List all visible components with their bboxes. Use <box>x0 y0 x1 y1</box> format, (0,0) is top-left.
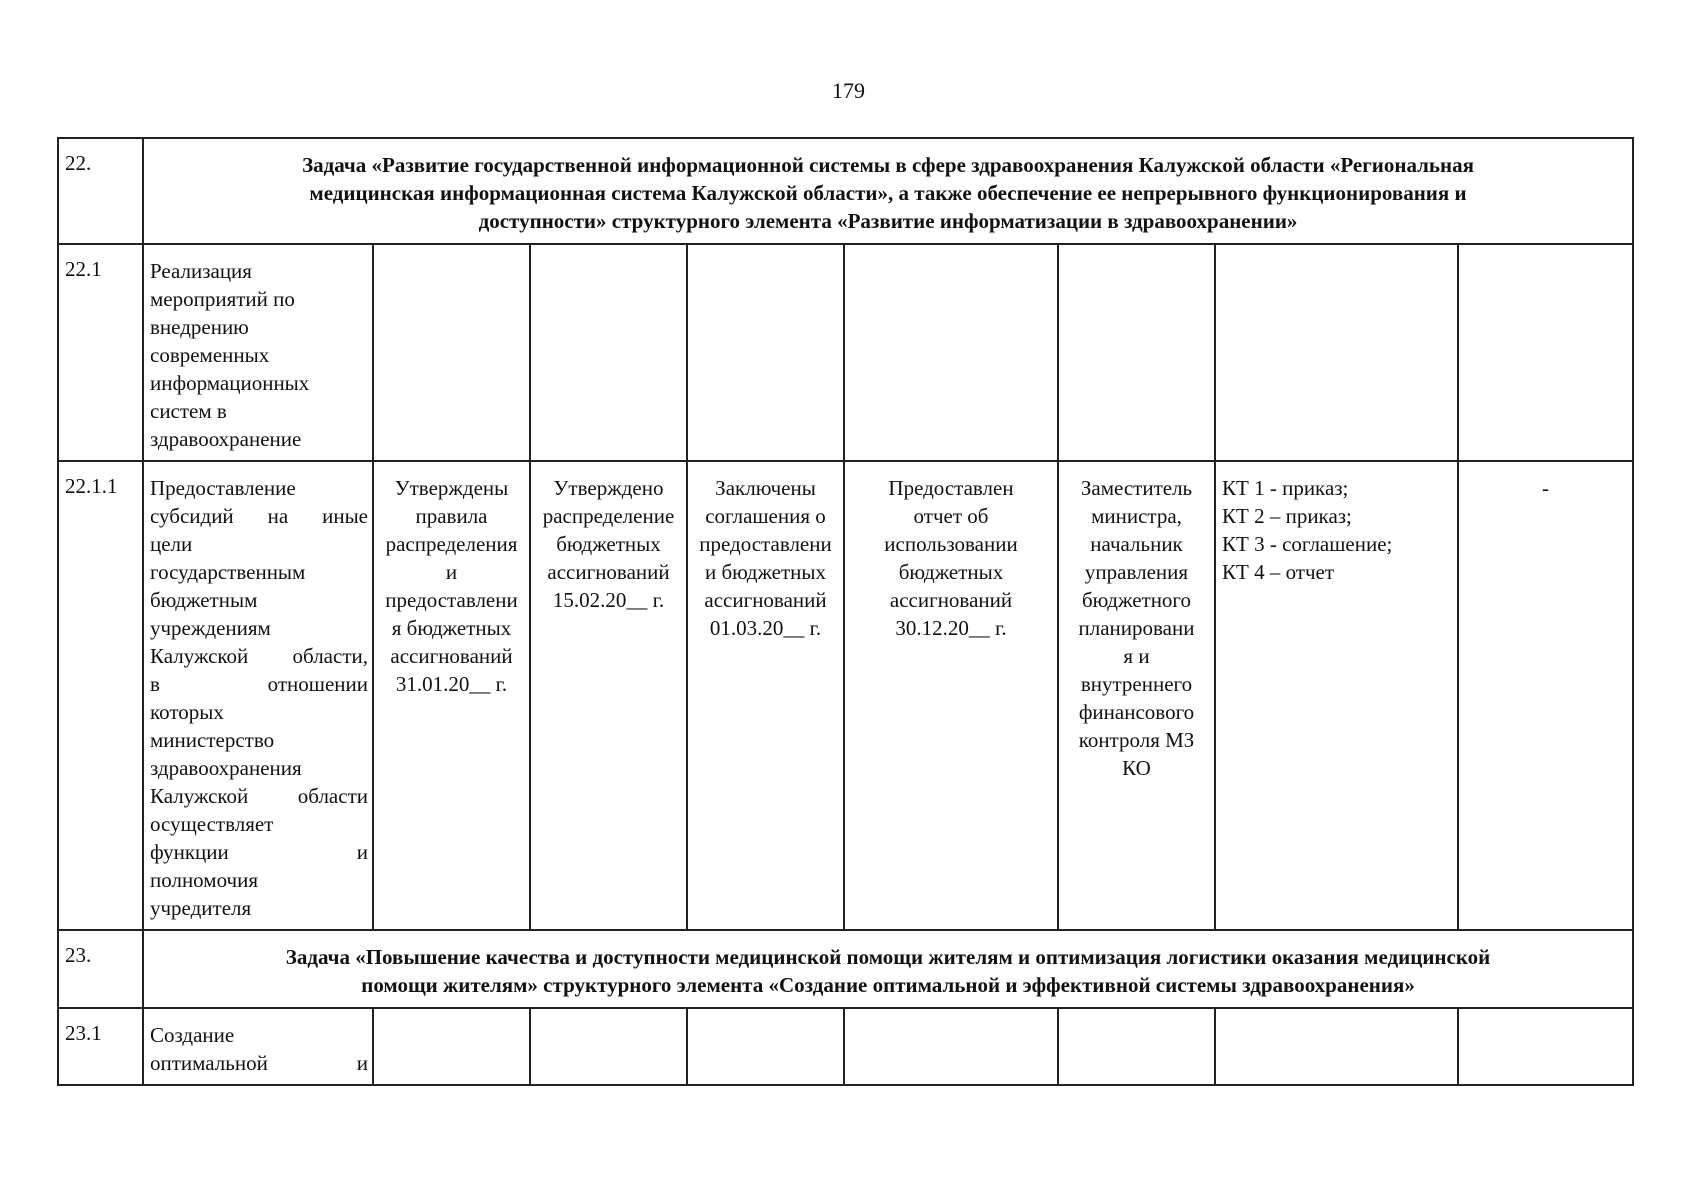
name-line: современных <box>150 343 270 367</box>
cell-line: ассигнований <box>390 644 513 668</box>
name-line: Предоставление <box>150 476 296 500</box>
name-line: оптимальной и <box>150 1051 368 1075</box>
cell-line: Утверждены <box>394 476 509 500</box>
task-heading <box>143 930 1633 1008</box>
empty-cell <box>1058 244 1215 461</box>
name-line: полномочия <box>150 868 258 892</box>
name-line: бюджетным <box>150 588 258 612</box>
task-row-23 <box>58 930 1633 1008</box>
cell-line: 30.12.20__ г. <box>895 616 1007 640</box>
activity-name <box>143 244 373 461</box>
cell-line: 15.02.20__ г. <box>552 588 665 612</box>
cell-line: внутреннего <box>1080 672 1193 696</box>
cell-line: распределения <box>385 532 518 556</box>
activity-name <box>143 1008 373 1085</box>
activity-row-22-1 <box>58 244 1633 461</box>
empty-cell <box>373 1008 530 1085</box>
cell-line: управления <box>1084 560 1189 584</box>
cell-line: бюджетных <box>556 532 661 556</box>
plan-table <box>57 137 1634 1086</box>
cell-line: правила <box>415 504 488 528</box>
cell-line: Предоставлен <box>888 476 1014 500</box>
name-line: учредителя <box>150 896 252 920</box>
cell-line: КТ 1 - приказ; <box>1222 476 1349 500</box>
empty-cell <box>687 244 844 461</box>
row-number: 23. <box>58 930 143 1008</box>
cell-line: распределение <box>542 504 675 528</box>
name-line: Калужской области, <box>150 644 368 668</box>
cell-line: ассигнований <box>704 588 827 612</box>
name-line: учреждениям <box>150 616 271 640</box>
name-line: осуществляет <box>150 812 274 836</box>
cell-line: КТ 3 - соглашение; <box>1222 532 1393 556</box>
empty-cell <box>844 244 1058 461</box>
cell-line: КТ 2 – приказ; <box>1222 504 1352 528</box>
cell-line: отчет об <box>913 504 989 528</box>
cell-line: ассигнований <box>889 588 1013 612</box>
task-row-22 <box>58 138 1633 244</box>
cell-line: КТ 4 – отчет <box>1222 560 1335 584</box>
empty-cell <box>1458 244 1633 461</box>
cell-line: 01.03.20__ г. <box>709 616 822 640</box>
cell-line: бюджетного <box>1081 588 1192 612</box>
cell-line: Утверждено <box>553 476 664 500</box>
name-line: внедрению <box>150 315 249 339</box>
task-line: Задача «Повышение качества и доступности медицинской помощи жителям и оптимизация логистики оказания медицинской <box>285 945 1491 969</box>
row-number: 22.1.1 <box>58 461 143 930</box>
cell-line: предоставлени <box>385 588 518 612</box>
cell-line: предоставлени <box>699 532 832 556</box>
empty-cell <box>1215 1008 1458 1085</box>
task-line: Задача «Развитие государственной информационной системы в сфере здравоохранения Калужской области «Региональная <box>302 153 1474 177</box>
empty-cell <box>530 1008 687 1085</box>
page-number: 179 <box>832 78 865 103</box>
cell-line: использовании <box>884 532 1018 556</box>
cell-line: КО <box>1122 756 1151 780</box>
name-line: систем в <box>150 399 227 423</box>
name-line: Реализация <box>150 259 252 283</box>
task-line: помощи жителям» структурного элемента «Создание оптимальной и эффективной системы здравоохранения» <box>361 973 1415 997</box>
name-line: министерство <box>150 728 275 752</box>
name-line: здравоохранение <box>150 427 302 451</box>
cell-line: ассигнований <box>547 560 670 584</box>
cell-line: я бюджетных <box>391 616 512 640</box>
name-line: субсидий на иные <box>150 504 368 528</box>
name-line: здравоохранения <box>150 756 302 780</box>
name-line: цели <box>150 532 193 556</box>
cell-line: начальник <box>1090 532 1183 556</box>
task-heading <box>143 138 1633 244</box>
empty-cell <box>687 1008 844 1085</box>
documents-list <box>1215 461 1458 930</box>
control-point-1 <box>373 461 530 930</box>
activity-row-22-1-1 <box>58 461 1633 930</box>
empty-cell <box>1058 1008 1215 1085</box>
empty-cell <box>373 244 530 461</box>
cell-line: Заместитель <box>1080 476 1193 500</box>
cell-line: и бюджетных <box>704 560 827 584</box>
empty-cell <box>1458 1008 1633 1085</box>
cell-line: 31.01.20__ г. <box>395 672 508 696</box>
cell-line: и <box>445 560 458 584</box>
last-column-value: - <box>1458 461 1633 930</box>
task-line: доступности» структурного элемента «Развитие информатизации в здравоохранении» <box>478 209 1298 233</box>
name-line: которых <box>150 700 224 724</box>
task-line: медицинская информационная система Калужской области», а также обеспечение ее непрерывного функционирования и <box>309 181 1467 205</box>
activity-row-23-1 <box>58 1008 1633 1085</box>
cell-line: планировани <box>1078 616 1195 640</box>
cell-line: министра, <box>1091 504 1182 528</box>
row-number: 22. <box>58 138 143 244</box>
name-line: Калужской области <box>150 784 368 808</box>
row-number: 22.1 <box>58 244 143 461</box>
empty-cell <box>530 244 687 461</box>
cell-line: финансового <box>1078 700 1195 724</box>
name-line: государственным <box>150 560 306 584</box>
empty-cell <box>844 1008 1058 1085</box>
cell-line: контроля МЗ <box>1078 728 1195 752</box>
name-line: Создание <box>150 1023 235 1047</box>
control-point-3 <box>687 461 844 930</box>
row-number: 23.1 <box>58 1008 143 1085</box>
cell-line: Заключены <box>715 476 816 500</box>
name-line: функции и <box>150 840 368 864</box>
empty-cell <box>1215 244 1458 461</box>
cell-line: я и <box>1123 644 1150 668</box>
name-line: в отношении <box>150 672 368 696</box>
name-line: информационных <box>150 371 310 395</box>
name-line: мероприятий по <box>150 287 295 311</box>
responsible-person <box>1058 461 1215 930</box>
control-point-4 <box>844 461 1058 930</box>
control-point-2 <box>530 461 687 930</box>
cell-line: бюджетных <box>898 560 1004 584</box>
activity-name <box>143 461 373 930</box>
cell-line: соглашения о <box>705 504 826 528</box>
